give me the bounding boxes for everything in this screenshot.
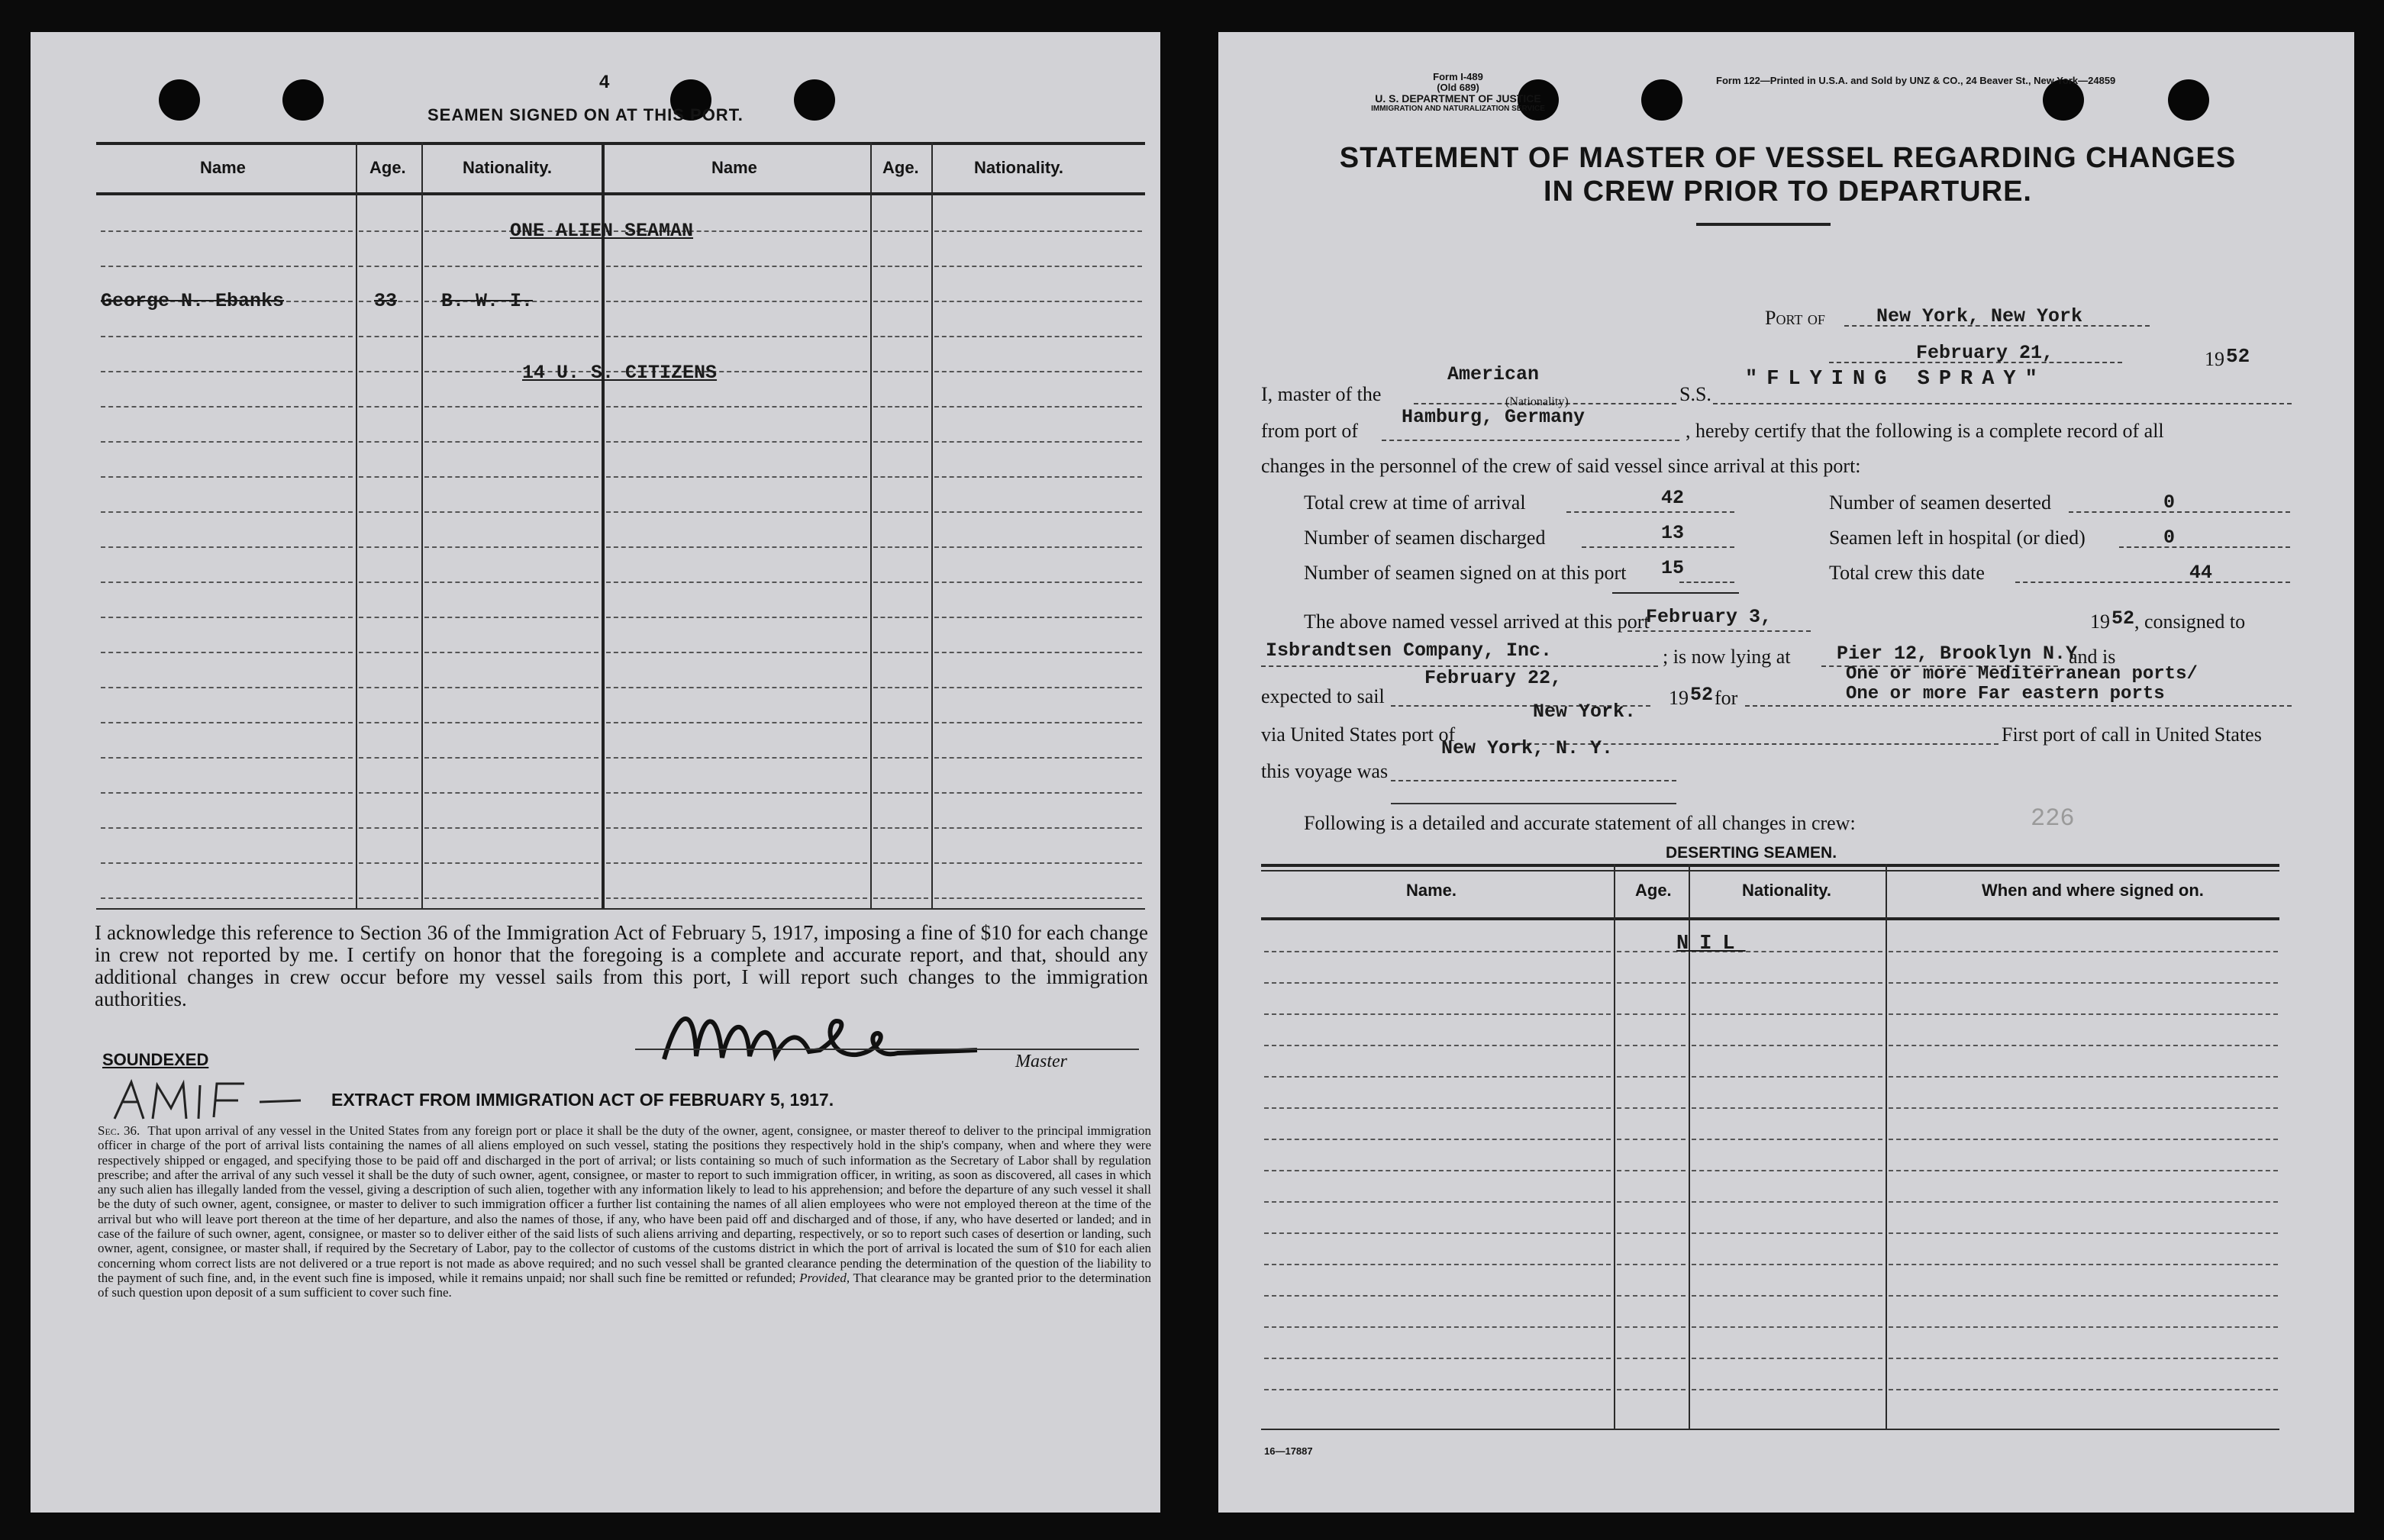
row-rule (1889, 1013, 2278, 1015)
right-page (1218, 32, 2354, 1513)
row-rule (101, 441, 353, 443)
stat-label-signed-on: Number of seamen signed on at this port (1304, 562, 1627, 584)
row-rule (101, 652, 353, 653)
row-rule (934, 617, 1142, 618)
row-rule (873, 652, 928, 653)
row-rule (101, 687, 353, 688)
handwritten-code (110, 1074, 308, 1125)
stat-value-arrival: 42 (1661, 487, 1685, 509)
row-rule (606, 827, 867, 829)
row-rule (1617, 1170, 1686, 1171)
row-rule (1692, 1201, 1882, 1203)
row-rule (359, 722, 418, 723)
soundexed-stamp: SOUNDEXED (102, 1050, 209, 1069)
row-rule (1264, 1139, 1611, 1140)
row-rule (606, 897, 867, 899)
form-code: 16—17887 (1264, 1445, 1313, 1457)
desert-header-when-where: When and where signed on. (1982, 881, 2204, 900)
ship-name: "FLYING SPRAY" (1745, 368, 2047, 391)
row-rule (101, 617, 353, 618)
row-rule (424, 617, 598, 618)
row-rule (1692, 1389, 1882, 1390)
row-rule (359, 476, 418, 478)
row-rule (424, 722, 598, 723)
stat-label-deserted: Number of seamen deserted (1829, 491, 2051, 514)
row-rule (101, 371, 353, 372)
row-rule (359, 897, 418, 899)
row-rule (934, 476, 1142, 478)
port-value: New York, New York (1876, 305, 2083, 327)
row-rule (606, 406, 867, 408)
and-is-label: and is (2069, 646, 2116, 668)
row-rule (934, 862, 1142, 864)
sail-date: February 22, (1424, 667, 1563, 689)
row-rule (934, 371, 1142, 372)
service-name: IMMIGRATION AND NATURALIZATION SERVICE (1371, 105, 1545, 113)
arrived-year: 52 (2111, 607, 2135, 630)
row-rule (873, 266, 928, 267)
row-rule (359, 546, 418, 548)
row-rule (606, 546, 867, 548)
row-rule (359, 792, 418, 794)
row-rule (424, 336, 598, 337)
row-rule (359, 266, 418, 267)
master-signature (656, 991, 985, 1074)
row-rule (101, 862, 353, 864)
row-rule (1692, 1076, 1882, 1078)
row-rule (1692, 1358, 1882, 1359)
header-name: Name (200, 158, 246, 177)
row-rule (1264, 1295, 1611, 1297)
row-rule (101, 722, 353, 723)
form-header (1359, 72, 1557, 114)
extract-body (98, 1123, 1151, 1300)
following-text: Following is a detailed and accurate statement of all changes in crew: (1304, 812, 1856, 834)
row-rule (1889, 1358, 2278, 1359)
row-rule (1692, 1232, 1882, 1234)
stat-value-hospital: 0 (2163, 527, 2176, 549)
nationality-caption: (Nationality) (1505, 395, 1569, 408)
form-title-line2: IN CREW PRIOR TO DEPARTURE. (1544, 176, 2032, 208)
lying-label: ; is now lying at (1663, 646, 1791, 668)
row-rule (424, 546, 598, 548)
form-number: Form I-489 (1433, 71, 1483, 82)
row-rule (873, 511, 928, 513)
row-rule (424, 266, 598, 267)
citizens-heading: 14 U. S. CITIZENS (522, 362, 718, 384)
row-rule (1889, 1139, 2278, 1140)
row-rule (873, 582, 928, 583)
row-rule (1692, 1170, 1882, 1171)
extract-title: EXTRACT FROM IMMIGRATION ACT OF FEBRUARY 5, 1917. (331, 1090, 834, 1110)
year-value: 52 (2226, 345, 2250, 368)
row-rule (873, 230, 928, 232)
changes-text: changes in the personnel of the crew of said vessel since arrival at this port: (1261, 455, 1861, 477)
stat-value-total: 44 (2189, 562, 2213, 584)
via-value: New York. (1533, 701, 1637, 723)
row-rule (424, 476, 598, 478)
seaman-nationality: B. W. I. (441, 290, 534, 312)
row-rule (934, 652, 1142, 653)
row-rule (1692, 982, 1882, 984)
row-rule (1692, 1045, 1882, 1046)
row-rule (424, 687, 598, 688)
row-rule (359, 406, 418, 408)
row-rule (359, 511, 418, 513)
row-rule (1617, 982, 1686, 984)
stat-value-signed-on: 15 (1661, 557, 1685, 579)
row-rule (359, 582, 418, 583)
row-rule (1889, 1045, 2278, 1046)
row-rule (424, 511, 598, 513)
row-rule (606, 687, 867, 688)
row-rule (1617, 1201, 1686, 1203)
certify-text: , hereby certify that the following is a complete record of all (1686, 420, 2164, 442)
destination-line2: One or more Far eastern ports (1846, 684, 2165, 704)
row-rule (1889, 1389, 2278, 1390)
from-port-value: Hamburg, Germany (1402, 406, 1586, 428)
row-rule (1692, 1264, 1882, 1265)
stat-label-discharged: Number of seamen discharged (1304, 527, 1546, 549)
row-rule (1617, 1358, 1686, 1359)
row-rule (873, 792, 928, 794)
stat-label-arrival: Total crew at time of arrival (1304, 491, 1526, 514)
stat-label-hospital: Seamen left in hospital (or died) (1829, 527, 2086, 549)
form-title-line1: STATEMENT OF MASTER OF VESSEL REGARDING CHANGES (1339, 142, 2237, 174)
row-rule (934, 441, 1142, 443)
sail-year: 52 (1690, 684, 1714, 706)
row-rule (1889, 1107, 2278, 1109)
date-value: February 21, (1916, 342, 2054, 364)
via-label: via United States port of (1261, 723, 1456, 746)
ss-label: S.S. (1679, 383, 1711, 405)
section-label: Sec. 36. (98, 1123, 140, 1138)
row-rule (873, 722, 928, 723)
row-rule (934, 546, 1142, 548)
master-label: Master (1015, 1052, 1067, 1071)
row-rule (424, 897, 598, 899)
row-rule (424, 827, 598, 829)
row-rule (873, 546, 928, 548)
row-rule (1617, 1107, 1686, 1109)
row-rule (1264, 1326, 1611, 1328)
row-rule (1889, 1076, 2278, 1078)
for-label: for (1715, 687, 1738, 709)
old-form-number: (Old 689) (1437, 82, 1479, 93)
department-name: U. S. DEPARTMENT OF JUSTICE (1375, 92, 1541, 105)
row-rule (1617, 1139, 1686, 1140)
port-label: Port of (1765, 307, 1825, 329)
row-rule (606, 511, 867, 513)
row-rule (1264, 1232, 1611, 1234)
row-rule (1617, 1264, 1686, 1265)
row-rule (934, 827, 1142, 829)
page-number: 4 (599, 72, 610, 92)
row-rule (101, 827, 353, 829)
row-rule (101, 757, 353, 759)
row-rule (1264, 1045, 1611, 1046)
row-rule (424, 862, 598, 864)
row-rule (873, 757, 928, 759)
row-rule (1889, 1201, 2278, 1203)
row-rule (1264, 1264, 1611, 1265)
printer-note: Form 122—Printed in U.S.A. and Sold by UNZ & CO., 24 Beaver St., New York—24859 (1716, 75, 2116, 86)
desert-header-name: Name. (1406, 881, 1457, 900)
row-rule (934, 511, 1142, 513)
row-rule (934, 792, 1142, 794)
row-rule (1889, 1264, 2278, 1265)
acknowledgement-text: I acknowledge this reference to Section 36 of the Immigration Act of February 5, 1917, imposing a fine of $10 for each change in crew not reported by me. I certify on honor that the foregoing is a complete and accurate report, and that, should any additional changes in crew occur before my vessel sails from this port, I will report such changes to the immigration authorities. (95, 921, 1148, 1010)
row-rule (1264, 951, 1611, 952)
row-rule (1617, 951, 1686, 952)
row-rule (934, 406, 1142, 408)
row-rule (934, 336, 1142, 337)
row-rule (1264, 1107, 1611, 1109)
voyage-label: this voyage was (1261, 760, 1389, 782)
row-rule (873, 617, 928, 618)
row-rule (606, 582, 867, 583)
row-rule (1617, 1295, 1686, 1297)
row-rule (606, 441, 867, 443)
row-rule (1889, 1232, 2278, 1234)
desert-header-age: Age. (1635, 881, 1672, 900)
arrived-label: The above named vessel arrived at this port (1304, 611, 1650, 633)
row-rule (424, 441, 598, 443)
row-rule (934, 266, 1142, 267)
row-rule (873, 827, 928, 829)
row-rule (873, 406, 928, 408)
row-rule (1264, 1013, 1611, 1015)
seaman-age: 33 (374, 290, 398, 312)
row-rule (1889, 951, 2278, 952)
row-rule (101, 546, 353, 548)
row-rule (424, 582, 598, 583)
row-rule (606, 617, 867, 618)
header-nationality-2: Nationality. (974, 158, 1063, 177)
punch-hole (159, 79, 200, 121)
row-rule (934, 722, 1142, 723)
from-port-label: from port of (1261, 420, 1359, 442)
row-rule (606, 862, 867, 864)
row-rule (606, 266, 867, 267)
stat-value-discharged: 13 (1661, 522, 1685, 544)
provided-word: Provided, (799, 1270, 850, 1285)
row-rule (1617, 1045, 1686, 1046)
arrived-year-prefix: 19 (2090, 611, 2110, 633)
header-nationality: Nationality. (463, 158, 552, 177)
row-rule (1889, 1170, 2278, 1171)
header-age-2: Age. (882, 158, 919, 177)
row-rule (424, 757, 598, 759)
master-of-label: I, master of the (1261, 383, 1382, 405)
row-rule (359, 371, 418, 372)
voyage-value: New York, N. Y. (1441, 737, 1614, 759)
section-text: That upon arrival of any vessel in the United States from any foreign port or place it shall be the duty of the owner, agent, consignee, or master thereof to deliver to the principal immigration officer in charge of the port of arrival lists containing the names of all aliens employed on such vessel, stating the positions they respectively hold in the ship's company, when and where they were respectively shipped or engaged, and specifying those to be paid off and discharged in the port of arrival; or lists containing so much of such information as the Secretary of Labor shall by regulation prescribe; and after the arrival of any such vessel it shall be the duty of such owner, agent, consignee, or master to report to such immigration officer, in writing, as soon as discovered, all cases in which any such alien has illegally landed from the vessel, giving a description of such alien, together with any information likely to lead to his apprehension; and before the departure of any such vessel it shall be the duty of such owner, agent, consignee, or master to deliver to such immigration officer a further list containing the names of all alien employees who were not employed thereon at the time of the arrival but who will leave port thereon at the time of her departure, and also the names of those, if any, who have been paid off and discharged and of those, if any, who have deserted or landed; and in case of the failure of such owner, agent, consignee, or master so to deliver either of the said lists of such aliens arriving and departing, respectively, or so to report such cases of desertion or landing, such owner, agent, consignee, or master shall, if required by the Secretary of Labor, pay to the collector of customs of the customs district in which the port of arrival is located the sum of $10 for each alien concerning whom correct lists are not delivered or a true report is not made as above required; and no such vessel shall be granted clearance pending the determination of the question of the liability to the payment of such fine, and, in the event such fine is imposed, while it remains unpaid; nor shall such fine be remitted or refunded; (98, 1123, 1152, 1285)
punch-hole (2168, 79, 2209, 121)
row-rule (934, 897, 1142, 899)
row-rule (359, 687, 418, 688)
row-rule (359, 617, 418, 618)
alien-heading: ONE ALIEN SEAMAN (510, 220, 694, 242)
row-rule (606, 336, 867, 337)
row-rule (873, 476, 928, 478)
row-rule (934, 757, 1142, 759)
lying-value: Pier 12, Brooklyn N.Y (1837, 643, 2078, 665)
nil-entry: NIL (1676, 933, 1746, 955)
row-rule (606, 476, 867, 478)
punch-hole (1641, 79, 1682, 121)
row-rule (101, 792, 353, 794)
row-rule (1264, 1170, 1611, 1171)
year-prefix: 19 (2205, 348, 2224, 370)
consignee-value: Isbrandtsen Company, Inc. (1266, 640, 1553, 662)
row-rule (101, 406, 353, 408)
row-rule (873, 301, 928, 302)
row-rule (606, 757, 867, 759)
left-page (31, 32, 1160, 1513)
row-rule (873, 336, 928, 337)
row-rule (873, 862, 928, 864)
row-rule (1692, 1013, 1882, 1015)
destination-line1: One or more Mediterranean ports/ (1846, 664, 2198, 685)
row-rule (359, 230, 418, 232)
seaman-name: George N. Ebanks (101, 290, 285, 312)
row-rule (873, 371, 928, 372)
row-rule (1889, 1295, 2278, 1297)
row-rule (934, 687, 1142, 688)
row-rule (873, 687, 928, 688)
row-rule (359, 757, 418, 759)
row-rule (1617, 1326, 1686, 1328)
row-rule (1264, 982, 1611, 984)
sail-year-prefix: 19 (1669, 687, 1689, 709)
row-rule (359, 336, 418, 337)
deserting-heading: DESERTING SEAMEN. (1666, 844, 1837, 862)
row-rule (101, 582, 353, 583)
row-rule (934, 301, 1142, 302)
row-rule (1889, 1326, 2278, 1328)
row-rule (934, 230, 1142, 232)
row-rule (1264, 1076, 1611, 1078)
row-rule (934, 582, 1142, 583)
header-age: Age. (369, 158, 406, 177)
row-rule (1617, 1013, 1686, 1015)
stat-label-total: Total crew this date (1829, 562, 1985, 584)
row-rule (1692, 1295, 1882, 1297)
row-rule (101, 336, 353, 337)
row-rule (424, 792, 598, 794)
row-rule (606, 652, 867, 653)
row-rule (1617, 1076, 1686, 1078)
row-rule (101, 266, 353, 267)
row-rule (101, 897, 353, 899)
punch-hole (794, 79, 835, 121)
row-rule (1617, 1232, 1686, 1234)
nationality-value: American (1447, 363, 1540, 385)
row-rule (1692, 1326, 1882, 1328)
row-rule (1692, 1139, 1882, 1140)
row-rule (101, 230, 353, 232)
stamp-number: 226 (2031, 804, 2075, 833)
row-rule (101, 511, 353, 513)
row-rule (424, 652, 598, 653)
punch-hole (282, 79, 324, 121)
row-rule (359, 441, 418, 443)
row-rule (1264, 1201, 1611, 1203)
row-rule (359, 862, 418, 864)
row-rule (873, 441, 928, 443)
arrived-value: February 3, (1646, 606, 1773, 628)
row-rule (606, 301, 867, 302)
row-rule (606, 792, 867, 794)
desert-header-nationality: Nationality. (1742, 881, 1831, 900)
first-port-label: First port of call in United States (2002, 723, 2262, 746)
header-name-2: Name (711, 158, 757, 177)
sail-label: expected to sail (1261, 685, 1385, 707)
row-rule (873, 897, 928, 899)
section-text-end: That clearance may be granted prior to the determination of such question upon deposit of a sum sufficient to cover such fine. (98, 1270, 1151, 1300)
row-rule (1889, 982, 2278, 984)
section-title: SEAMEN SIGNED ON AT THIS PORT. (427, 105, 744, 124)
row-rule (359, 652, 418, 653)
row-rule (101, 476, 353, 478)
consigned-label: , consigned to (2134, 611, 2246, 633)
row-rule (1264, 1358, 1611, 1359)
row-rule (1264, 1389, 1611, 1390)
row-rule (359, 827, 418, 829)
row-rule (1617, 1389, 1686, 1390)
row-rule (1692, 1107, 1882, 1109)
stat-value-deserted: 0 (2163, 491, 2176, 514)
row-rule (424, 406, 598, 408)
row-rule (606, 722, 867, 723)
